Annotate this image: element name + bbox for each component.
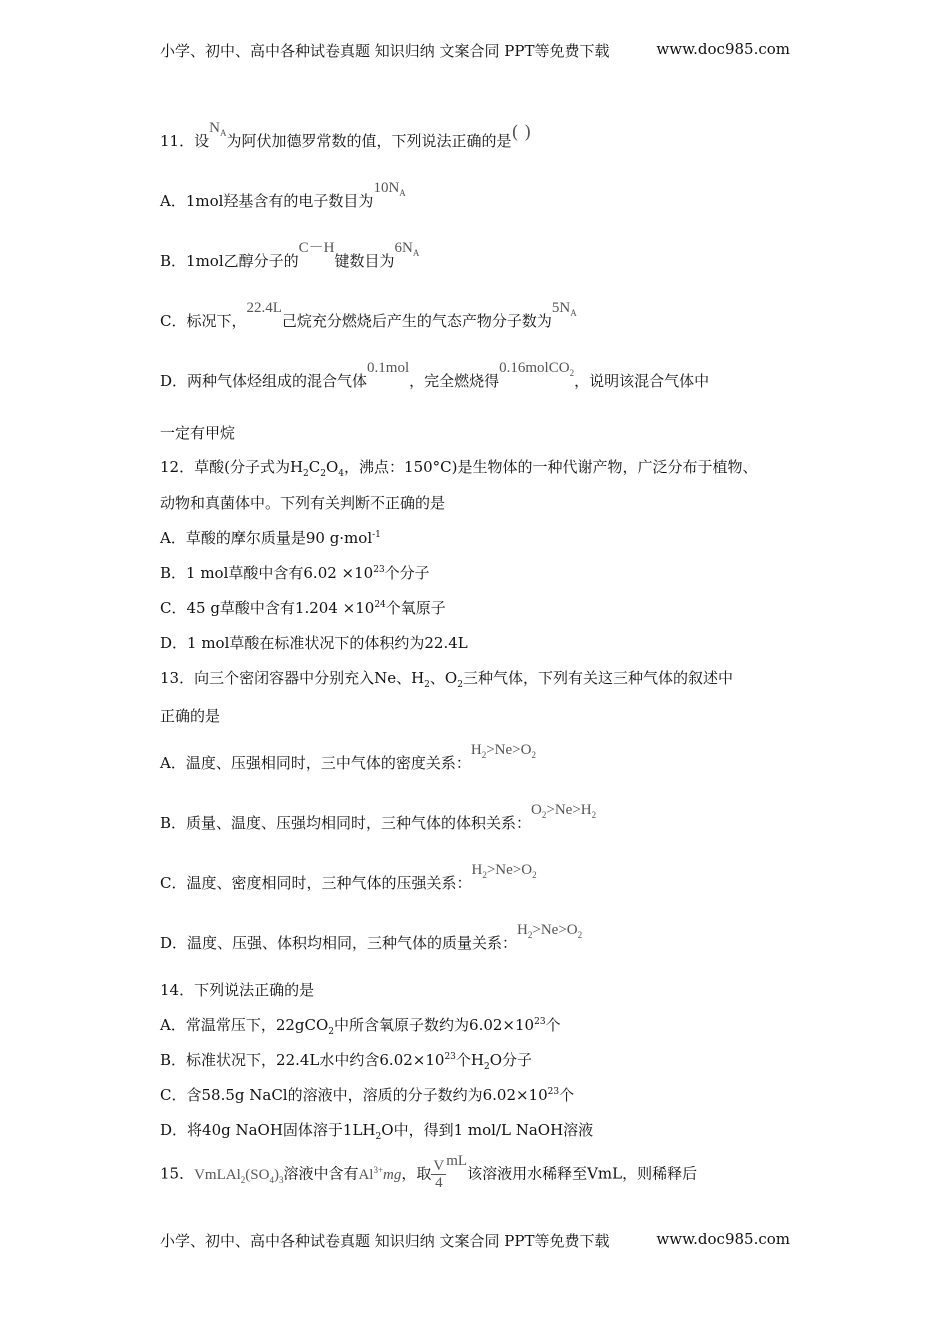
q15-stem: 15．$VmLAl_2(SO_4)_3$溶液中含有$Al^{3+}mg$，取 $\frac{V}{4}$ mL该溶液用水稀释至VmL，则稀释后 — [160, 1152, 698, 1191]
q13-option-b: B．质量、温度、压强均相同时，三种气体的体积关系：$O_2>Ne>H_2$ — [160, 802, 597, 832]
q11-option-b: B．1mol乙醇分子的C－H键数目为$6N_A$ — [160, 240, 420, 270]
q11-option-d-cont: 一定有甲烷 — [160, 424, 236, 442]
footer-url[interactable]: www.doc985.com — [656, 1230, 790, 1248]
na-symbol: $N_A$ — [209, 120, 227, 138]
q13-option-d: D．温度、压强、体积均相同，三种气体的质量关系：$H_2>Ne>O_2$ — [160, 922, 583, 952]
q12-stem: 12．草酸(分子式为$H_2C_2O_4$，沸点：150°C)是生物体的一种代谢产物，广泛分布于植物、 — [160, 458, 758, 479]
q13-stem: 13．向三个密闭容器中分别充入Ne、$H_2$、$O_2$三种气体，下列有关这三种气体的叙述中 — [160, 669, 733, 690]
footer-left-text: 小学、初中、高中各种试卷真题 知识归纳 文案合同 PPT等免费下载 — [160, 1232, 610, 1250]
q13-stem-cont: 正确的是 — [160, 707, 221, 725]
q14-option-c: C．含58.5g NaCl的溶液中，溶质的分子数约为$6.02\times 10^{23}$个 — [160, 1086, 575, 1104]
q12-option-c: C．45 g草酸中含有$1.204 \times 10^{24}$个氧原子 — [160, 599, 446, 617]
q13-option-a: A．温度、压强相同时，三中气体的密度关系：$H_2>Ne>O_2$ — [160, 742, 536, 772]
q13-option-c: C．温度、密度相同时，三种气体的压强关系：$H_2>Ne>O_2$ — [160, 862, 537, 892]
q11-option-d: D．两种气体烃组成的混合气体0.1mol，完全燃烧得0.16molCO$_2$，说明该混合气体中 — [160, 360, 710, 390]
page-header — [160, 40, 790, 61]
q12-option-a: A．草酸的摩尔质量是90 g·mol$^{-1}$ — [160, 529, 381, 547]
q14-stem: 14．下列说法正确的是 — [160, 981, 315, 999]
q12-option-d: D．1 mol草酸在标准状况下的体积约为22.4L — [160, 634, 468, 652]
q11-option-c: C．标况下，22.4L己烷充分燃烧后产生的气态产物分子数为$5N_A$ — [160, 300, 577, 330]
q12-option-b: B．1 mol草酸中含有$6.02 \times 10^{23}$个分子 — [160, 564, 430, 582]
header-left-text: 小学、初中、高中各种试卷真题 知识归纳 文案合同 PPT等免费下载 — [160, 42, 610, 60]
fraction-v-over-4: $\frac{V}{4}$ — [433, 1158, 445, 1191]
header-url[interactable]: www.doc985.com — [656, 40, 790, 58]
q14-option-a: A．常温常压下，22gCO$_2$中所含氧原子数约为$6.02\times 10^{23}$个 — [160, 1016, 561, 1037]
page-footer — [160, 1230, 790, 1251]
q14-option-b: B．标准状况下，22.4L水中约含$6.02\times 10^{23}$个$H_2O$分子 — [160, 1051, 533, 1072]
answer-paren: ( ) — [511, 122, 532, 143]
q11-stem: 11．设$N_A$为阿伏加德罗常数的值，下列说法正确的是( ) — [160, 120, 532, 150]
q11-option-a: A．1mol羟基含有的电子数目为$10N_A$ — [160, 180, 406, 210]
q14-option-d: D．将40g NaOH固体溶于$1LH_2O$中，得到1 mol/L NaOH溶液 — [160, 1121, 594, 1142]
q12-stem-cont: 动物和真菌体中。下列有关判断不正确的是 — [160, 494, 446, 512]
